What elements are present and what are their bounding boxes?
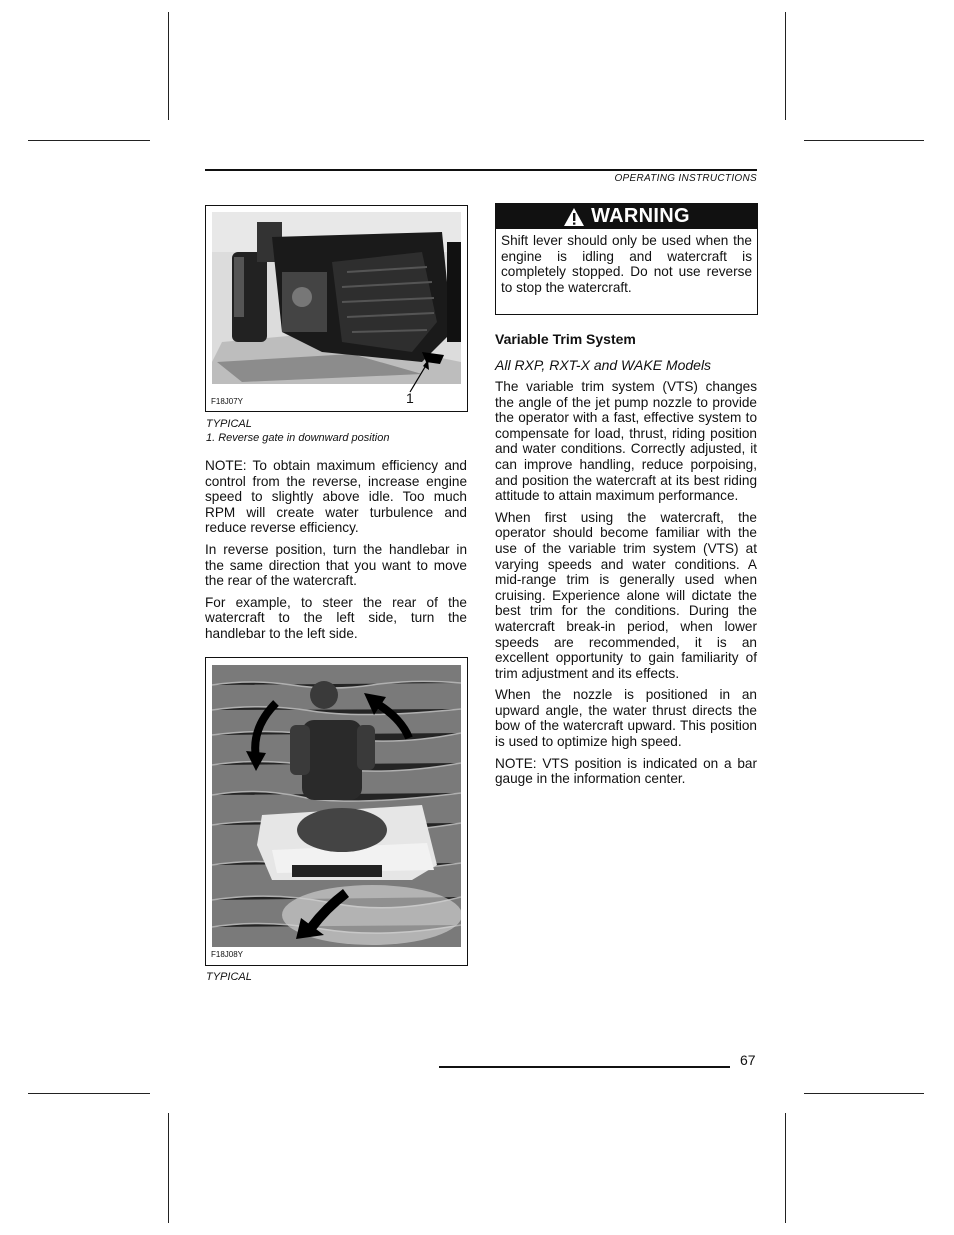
paragraph: When the nozzle is positioned in an upward angle, the water thrust directs the bow of the watercraft upward. This position is used to optimize high speed. — [495, 687, 757, 750]
paragraph: In reverse position, turn the handlebar in the same direction that you want to move the rear of the watercraft. — [205, 541, 467, 589]
paragraph: For example, to steer the rear of the watercraft to the left side, turn the handlebar to the left side. — [205, 594, 467, 641]
footer-rule — [439, 1066, 730, 1068]
note-label: NOTE: — [495, 755, 537, 771]
warning-triangle-icon — [563, 207, 585, 227]
left-body-text — [205, 458, 467, 648]
crop-mark — [785, 1113, 786, 1223]
crop-mark — [28, 140, 150, 141]
figure-caption-label: TYPICAL — [206, 971, 252, 983]
figure-reverse-gate — [205, 205, 468, 412]
section-title: Variable Trim System — [495, 331, 636, 347]
paragraph: The variable trim system (VTS) changes the angle of the jet pump nozzle to provide the operator with a fast, effective system to compensate for load, thrust, riding position and water conditions. Correctly adjusted, it can improve handling, reduce porpoising, and position the watercraft at its best riding attitude to attain maximum performance. — [495, 379, 757, 504]
warning-header — [496, 204, 757, 229]
figure-caption-label: TYPICAL — [206, 418, 252, 430]
section-subtitle: All RXP, RXT-X and WAKE Models — [495, 357, 712, 373]
note-label: NOTE: — [205, 458, 247, 473]
steering-direction-arrows — [246, 693, 416, 943]
callout-number: 1 — [406, 390, 414, 406]
note-paragraph — [205, 458, 467, 536]
running-header: OPERATING INSTRUCTIONS — [614, 173, 757, 184]
figure-caption-item: 1. Reverse gate in downward position — [206, 432, 390, 444]
crop-mark — [785, 12, 786, 120]
page-number: 67 — [740, 1052, 756, 1068]
figure-code: F18J08Y — [211, 950, 244, 959]
crop-mark — [28, 1093, 150, 1094]
note-paragraph — [495, 756, 757, 787]
note-body: VTS position is indicated on a bar gauge in the information center. — [495, 755, 757, 787]
right-body-text — [495, 379, 757, 793]
header-rule — [205, 169, 757, 171]
crop-mark — [804, 1093, 924, 1094]
figure-steering-reverse — [205, 657, 468, 966]
paragraph: When first using the watercraft, the operator should become familiar with the use of the variable trim system (VTS) at varying speeds and water conditions. A mid-range trim is generally used when cruising. Experience alone will dictate the best trim for the conditions. During the watercraft break-in period, when lower speeds are recommended, it is an excellent opportunity to gain familiarity of trim adjustment and its effects. — [495, 509, 757, 681]
crop-mark — [168, 12, 169, 120]
crop-mark — [804, 140, 924, 141]
warning-box — [495, 203, 758, 315]
note-body: To obtain maximum efficiency and control from the reverse, increase engine speed to slightly above idle. Too much RPM will create water turbulence and reduce reverse efficiency. — [205, 458, 467, 536]
warning-body: Shift lever should only be used when the engine is idling and watercraft is completely stopped. Do not use reverse to stop the watercraft. — [501, 233, 752, 295]
crop-mark — [168, 1113, 169, 1223]
warning-title: WARNING — [591, 205, 690, 227]
figure-code: F18J07Y — [211, 397, 244, 406]
